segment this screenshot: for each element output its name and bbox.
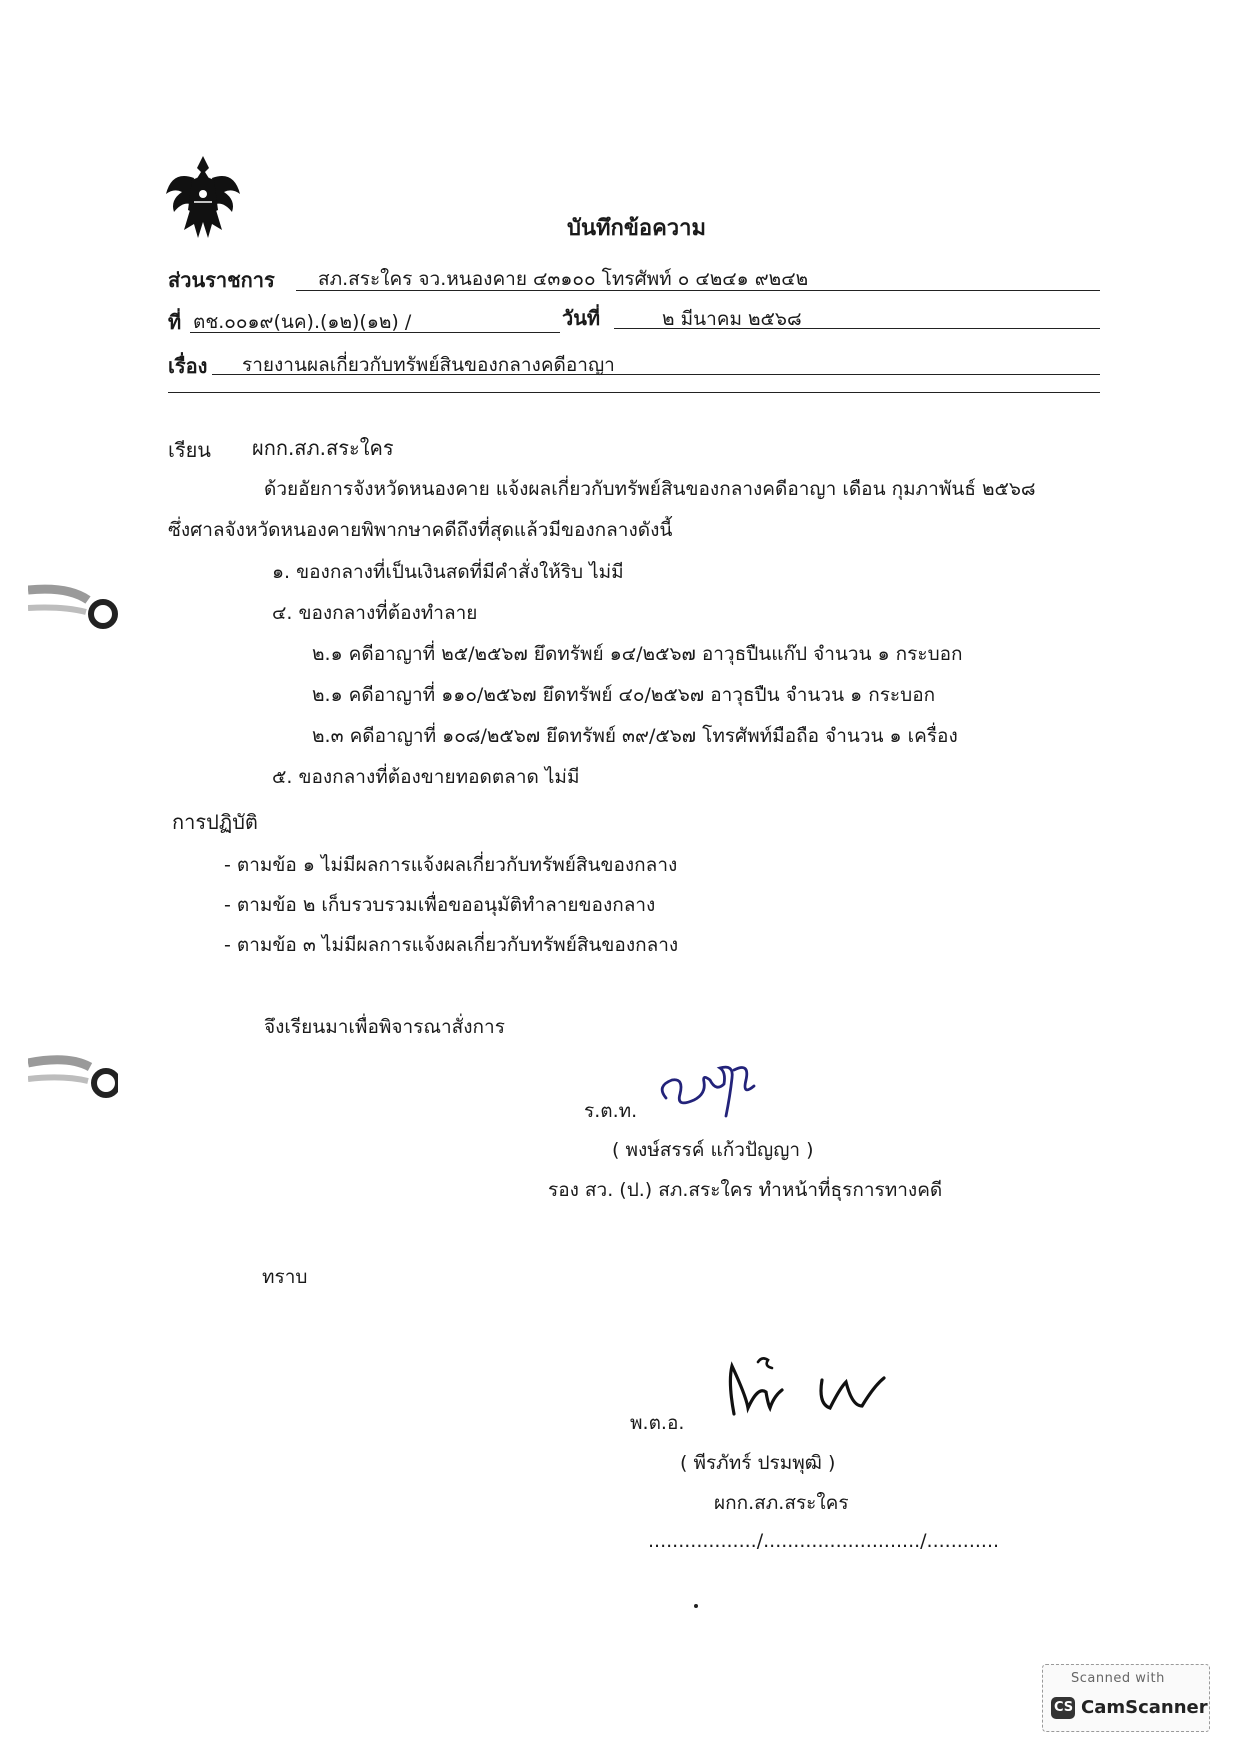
signer2-signature bbox=[718, 1348, 898, 1423]
body-paragraph-line-2: ซึ่งศาลจังหวัดหนองคายพิพากษาคดีถึงที่สุดแล้วมีของกลางดังนี้ bbox=[168, 519, 673, 541]
stray-dot bbox=[694, 1604, 698, 1608]
salutation-label: เรียน bbox=[168, 438, 211, 462]
reference-underline bbox=[190, 332, 560, 333]
watermark-logo-text: CS bbox=[1054, 1700, 1074, 1715]
acknowledgement: ทราบ bbox=[262, 1266, 308, 1288]
agency-label: ส่วนราชการ bbox=[168, 268, 275, 292]
action-heading: การปฏิบัติ bbox=[172, 810, 258, 834]
signer1-signature bbox=[654, 1056, 774, 1126]
date-label: วันที่ bbox=[562, 306, 601, 330]
salutation-recipient: ผกก.สภ.สระใคร bbox=[252, 436, 394, 460]
subject-underline bbox=[212, 374, 1100, 375]
camscanner-watermark bbox=[1042, 1664, 1210, 1732]
list-item: ๒.๓ คดีอาญาที่ ๑๐๘/๒๕๖๗ ยึดทรัพย์ ๓๙/๕๖๗ โทรศัพท์มือถือ จำนวน ๑ เครื่อง bbox=[312, 725, 958, 747]
binder-ring-bottom bbox=[28, 1045, 118, 1105]
signer2-rank: พ.ต.อ. bbox=[630, 1412, 685, 1434]
reference-label: ที่ bbox=[168, 310, 182, 334]
subject-value: รายงานผลเกี่ยวกับทรัพย์สินของกลางคดีอาญา bbox=[242, 354, 615, 376]
signer1-name: ( พงษ์สรรค์ แก้วปัญญา ) bbox=[612, 1139, 814, 1161]
date-underline bbox=[614, 328, 1100, 329]
list-item: ๒.๑ คดีอาญาที่ ๑๑๐/๒๕๖๗ ยึดทรัพย์ ๔๐/๒๕๖๗ อาวุธปืน จำนวน ๑ กระบอก bbox=[312, 684, 936, 706]
binder-ring-top bbox=[28, 578, 118, 638]
list-item: ๑. ของกลางที่เป็นเงินสดที่มีคำสั่งให้ริบ ไม่มี bbox=[272, 561, 624, 583]
action-item: - ตามข้อ ๓ ไม่มีผลการแจ้งผลเกี่ยวกับทรัพย์สินของกลาง bbox=[224, 934, 679, 956]
list-item: ๔. ของกลางที่ต้องทำลาย bbox=[272, 602, 478, 624]
closing-sentence: จึงเรียนมาเพื่อพิจารณาสั่งการ bbox=[264, 1016, 505, 1038]
watermark-line1: Scanned with bbox=[1071, 1671, 1165, 1686]
subject-label: เรื่อง bbox=[168, 354, 208, 378]
signer1-rank: ร.ต.ท. bbox=[584, 1100, 638, 1122]
agency-underline bbox=[296, 290, 1100, 291]
watermark-line2: CamScanner bbox=[1081, 1697, 1208, 1718]
list-item: ๕. ของกลางที่ต้องขายทอดตลาด ไม่มี bbox=[272, 766, 580, 788]
reference-value: ตช.๐๐๑๙(นค).(๑๒)(๑๒) / bbox=[193, 311, 412, 333]
signer2-position: ผกก.สภ.สระใคร bbox=[714, 1492, 849, 1514]
action-item: - ตามข้อ ๒ เก็บรวบรวมเพื่อขออนุมัติทำลายของกลาง bbox=[224, 894, 656, 916]
header-bottom-rule bbox=[168, 392, 1100, 393]
date-blank-line: ................../........................../............ bbox=[648, 1530, 1000, 1552]
signer1-position: รอง สว. (ป.) สภ.สระใคร ทำหน้าที่ธุรการทางคดี bbox=[548, 1179, 943, 1201]
body-paragraph-line-1: ด้วยอัยการจังหวัดหนองคาย แจ้งผลเกี่ยวกับทรัพย์สินของกลางคดีอาญา เดือน กุมภาพันธ์ ๒๕๖๘ bbox=[264, 478, 1036, 500]
list-item: ๒.๑ คดีอาญาที่ ๒๕/๒๕๖๗ ยึดทรัพย์ ๑๔/๒๕๖๗ อาวุธปืนแก๊ป จำนวน ๑ กระบอก bbox=[312, 643, 963, 665]
action-item: - ตามข้อ ๑ ไม่มีผลการแจ้งผลเกี่ยวกับทรัพย์สินของกลาง bbox=[224, 854, 678, 876]
garuda-emblem bbox=[164, 152, 242, 242]
date-value: ๒ มีนาคม ๒๕๖๘ bbox=[662, 308, 802, 330]
document-title: บันทึกข้อความ bbox=[567, 216, 707, 241]
signer2-name: ( พีรภัทร์ ปรมพุฒิ ) bbox=[680, 1452, 836, 1474]
agency-value: สภ.สระใคร จว.หนองคาย ๔๓๑๐๐ โทรศัพท์ ๐ ๔๒๔๑ ๙๒๔๒ bbox=[318, 268, 809, 290]
